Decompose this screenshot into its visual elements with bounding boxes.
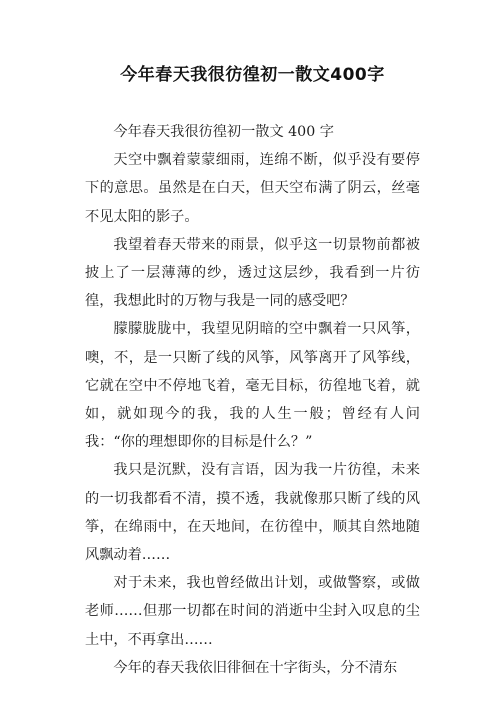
- paragraph: 我望着春天带来的雨景，似乎这一切景物前都被披上了一层薄薄的纱，透过这层纱，我看到一片彷徨，我想此时的万物与我是一同的感受吧？: [85, 236, 420, 310]
- paragraph-subtitle: 今年春天我很彷徨初一散文 400 字: [113, 124, 334, 140]
- paragraph: 我只是沉默，没有言语，因为我一片彷徨，未来的一切我都看不清，摸不透，我就像那只断了线的风筝，在绵雨中，在天地间，在彷徨中，顺其自然地随风飘动着……: [85, 462, 420, 564]
- paragraph: 天空中飘着蒙蒙细雨，连绵不断，似乎没有要停下的意思。虽然是在白天，但天空布满了阴云，丝毫不见太阳的影子。: [85, 152, 420, 225]
- document-body: [85, 118, 420, 682]
- paragraph: 对于未来，我也曾经做出计划，或做警察，或做老师……但那一切都在时间的消逝中尘封入叹息的尘土中，不再拿出……: [85, 575, 420, 648]
- paragraph: 今年的春天我依旧徘徊在十字街头，分不清东: [113, 659, 398, 676]
- document-title: 今年春天我很彷徨初一散文400字: [120, 65, 385, 85]
- paragraph: 朦朦胧胧中，我望见阴暗的空中飘着一只风筝，噢，不，是一只断了线的风筝，风筝离开了风筝线，它就在空中不停地飞着，毫无目标，彷徨地飞着，就如，就如现今的我，我的人生一般；曾经有人问我：“你的理想即你的目标是什么？”: [85, 321, 420, 451]
